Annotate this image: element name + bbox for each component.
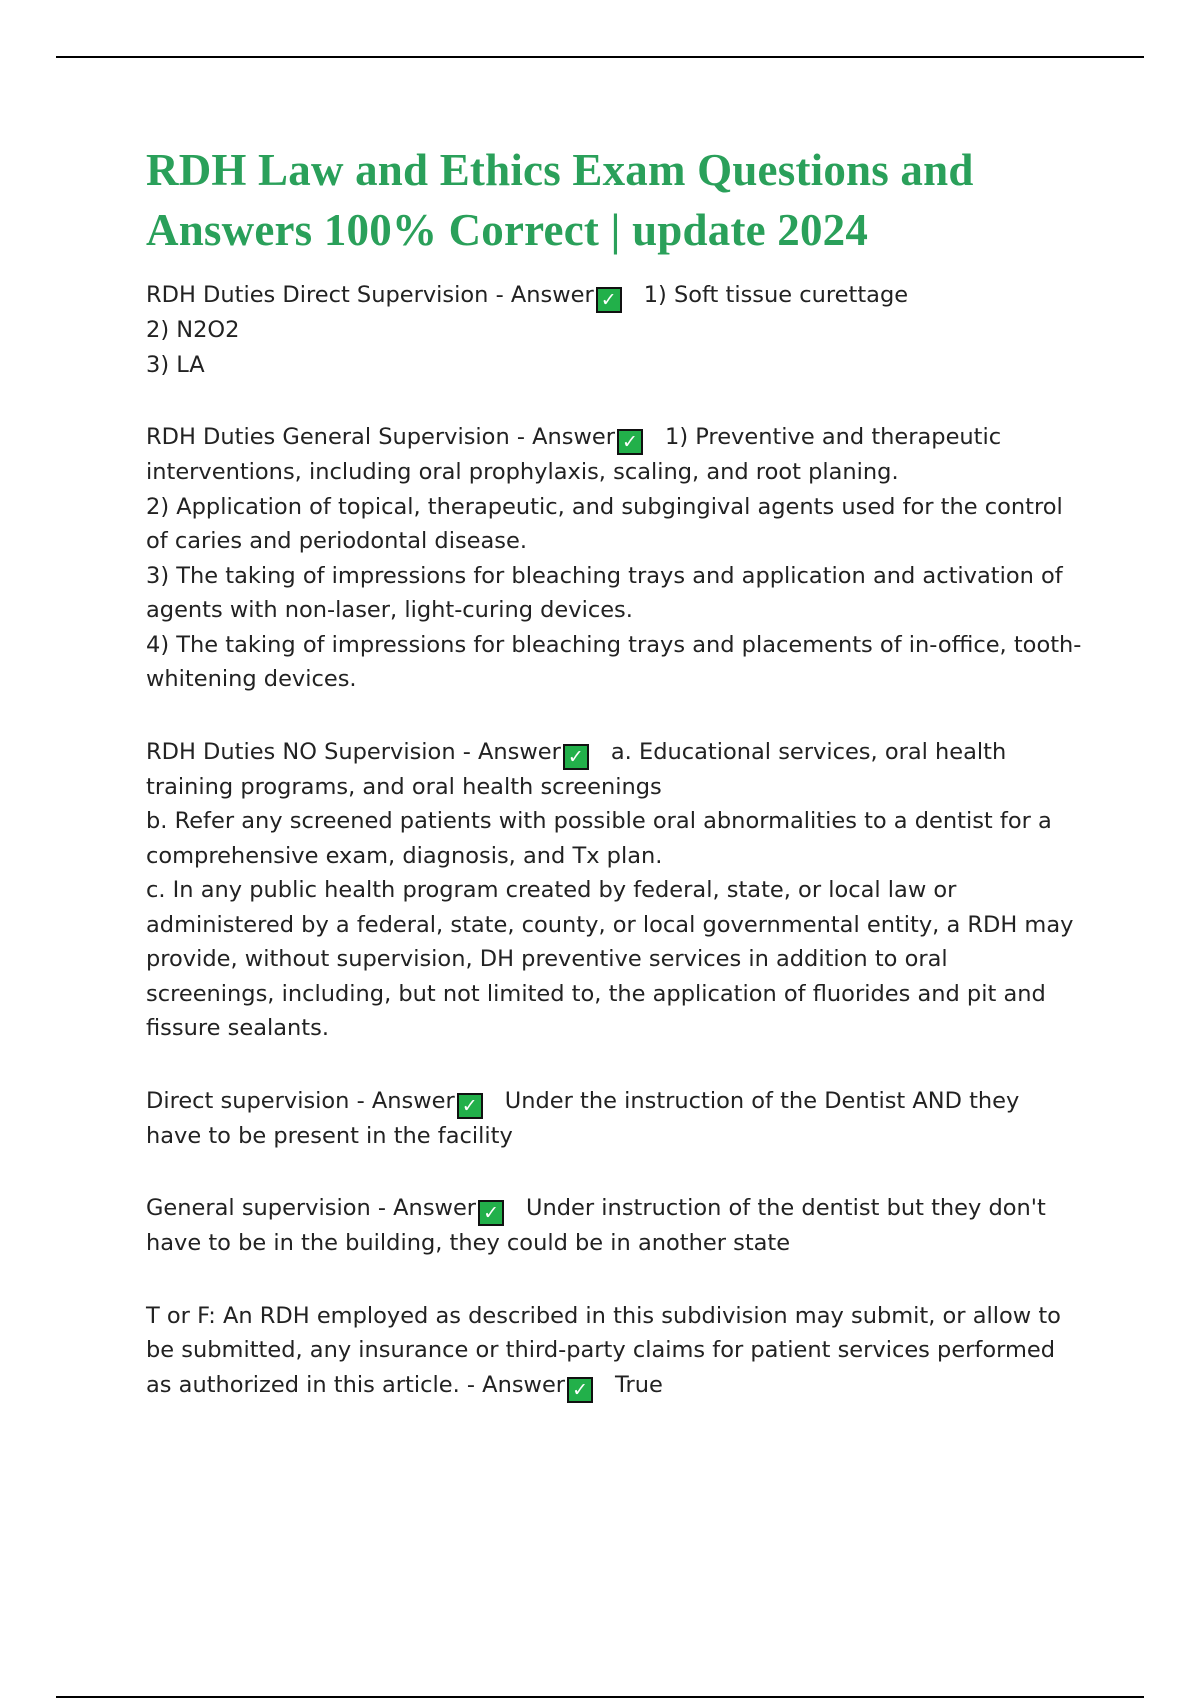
question-text: as authorized in this article. - Answer xyxy=(146,1371,566,1398)
question-text: Direct supervision - Answer xyxy=(146,1087,455,1114)
answer-line: True xyxy=(615,1371,663,1398)
answer-line: 1) Preventive and therapeutic xyxy=(665,424,1002,450)
question-line: T or F: An RDH employed as described in this subdivision may submit, or allow to xyxy=(146,1302,1061,1329)
qa-item xyxy=(146,420,1086,697)
qa-item xyxy=(146,735,1086,1046)
answer-line: training programs, and oral health screenings xyxy=(146,773,662,800)
question-line: be submitted, any insurance or third-party claims for patient services performed xyxy=(146,1337,1056,1363)
answer-line: Under instruction of the dentist but they don't xyxy=(526,1195,1046,1221)
check-box-icon: ✓ xyxy=(596,287,622,313)
answer-line: have to be present in the facility xyxy=(146,1122,513,1149)
answer-line: screenings, including, but not limited to, the application of fluorides and pit and xyxy=(146,980,1046,1007)
question-text: General supervision - Answer xyxy=(146,1195,477,1221)
answer-line: b. Refer any screened patients with possible oral abnormalities to a dentist for a xyxy=(146,808,1052,834)
question-text: RDH Duties Direct Supervision - Answer xyxy=(146,282,594,308)
answer-line: 4) The taking of impressions for bleaching trays and placements of in-office, tooth- xyxy=(146,631,1082,658)
qa-item xyxy=(146,1084,1086,1154)
qa-first-line xyxy=(146,1191,1086,1226)
qa-first-line xyxy=(146,420,1086,455)
answer-line: fissure sealants. xyxy=(146,1015,329,1041)
question-text: RDH Duties General Supervision - Answer xyxy=(146,424,616,450)
check-box-icon: ✓ xyxy=(567,1377,593,1403)
answer-line: 3) LA xyxy=(146,351,205,378)
title-line: Answers 100% Correct | update 2024 xyxy=(146,205,869,255)
check-box-icon: ✓ xyxy=(617,429,643,455)
answer-line: 3) The taking of impressions for bleaching trays and application and activation of xyxy=(146,562,1063,589)
answer-line: comprehensive exam, diagnosis, and Tx plan. xyxy=(146,842,663,869)
qa-last-line xyxy=(146,1368,1086,1403)
answer-line: interventions, including oral prophylaxis, scaling, and root planing. xyxy=(146,459,899,485)
answer-line: of caries and periodontal disease. xyxy=(146,528,528,554)
answer-line: 2) N2O2 xyxy=(146,317,240,343)
qa-item xyxy=(146,1191,1086,1261)
answer-line: administered by a federal, state, county, or local governmental entity, a RDH may xyxy=(146,911,1074,938)
answer-line: c. In any public health program created by federal, state, or local law or xyxy=(146,877,957,903)
qa-first-line xyxy=(146,735,1086,770)
document-title xyxy=(146,140,1086,260)
answer-line: agents with non-laser, light-curing devices. xyxy=(146,597,633,623)
answer-line: a. Educational services, oral health xyxy=(610,738,1007,765)
qa-item xyxy=(146,1299,1086,1403)
answer-line: Under the instruction of the Dentist AND they xyxy=(504,1087,1020,1114)
qa-first-line xyxy=(146,1084,1086,1119)
question-text: RDH Duties NO Supervision - Answer xyxy=(146,738,561,765)
qa-first-line xyxy=(146,278,1086,313)
answer-line: 1) Soft tissue curettage xyxy=(643,282,909,308)
qa-item xyxy=(146,278,1086,382)
check-box-icon: ✓ xyxy=(457,1093,483,1119)
answer-line: whitening devices. xyxy=(146,666,357,692)
document-body xyxy=(146,140,1086,1441)
check-box-icon: ✓ xyxy=(563,744,589,770)
check-box-icon: ✓ xyxy=(478,1200,504,1226)
answer-line: have to be in the building, they could be in another state xyxy=(146,1230,791,1256)
answer-line: 2) Application of topical, therapeutic, and subgingival agents used for the control xyxy=(146,493,1063,520)
title-line: RDH Law and Ethics Exam Questions and xyxy=(146,145,974,195)
top-divider xyxy=(56,56,1144,58)
answer-line: provide, without supervision, DH preventive services in addition to oral xyxy=(146,946,948,972)
bottom-divider xyxy=(56,1696,1144,1698)
